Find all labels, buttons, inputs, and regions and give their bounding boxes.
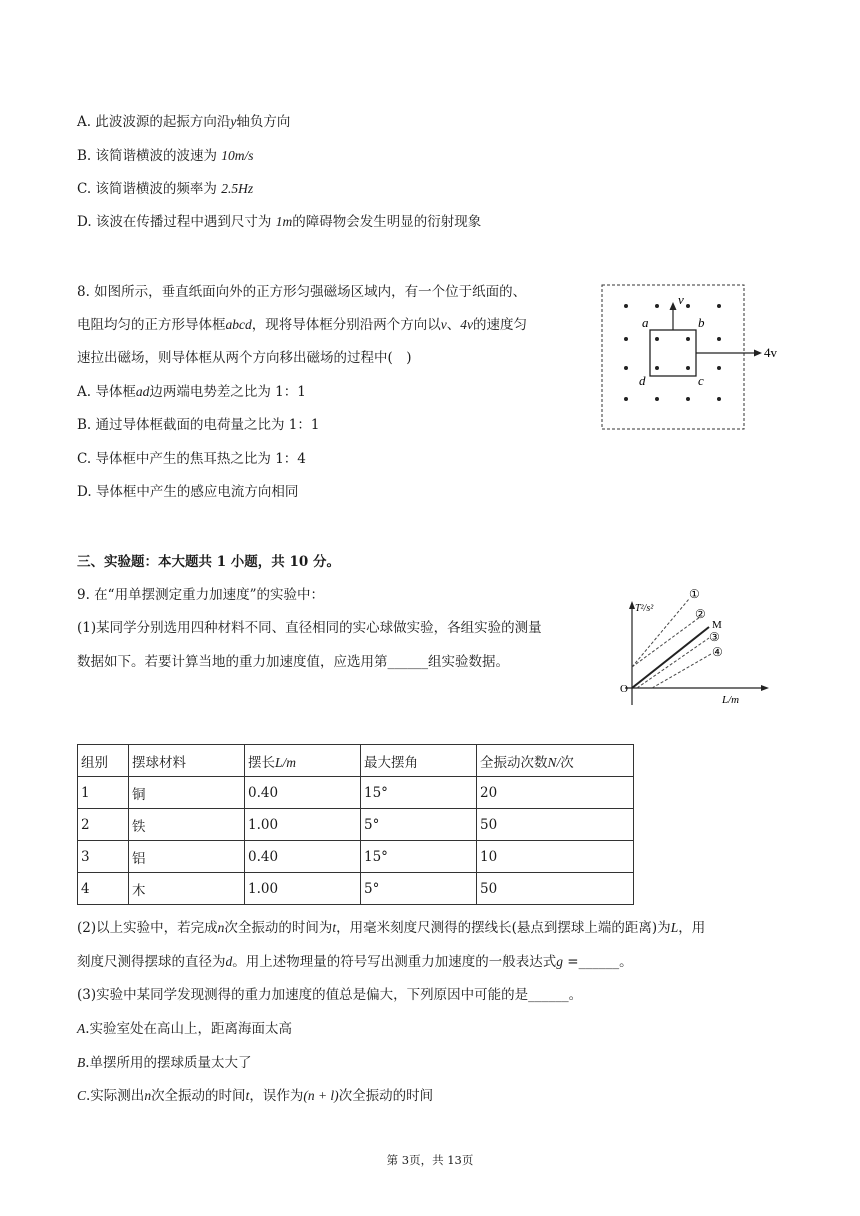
q7-option-a-math: y — [230, 114, 237, 129]
q9-part2-l1-c: ，用毫米刻度尺测得的摆线长(悬点到摆球上端的距离)为 — [336, 920, 671, 936]
table-row — [78, 777, 634, 809]
header-count-text: 全振动次数 — [480, 754, 548, 771]
q9-part2-math-n: n — [217, 920, 225, 935]
q7-option-d-text: D. 该波在传播过程中遇到尺寸为 — [77, 214, 276, 230]
q8-stem-sep: 、 — [446, 317, 461, 333]
label-d: d — [639, 373, 646, 388]
table-cell: 15° — [361, 841, 477, 873]
q9-option-c-letter: C — [77, 1088, 87, 1103]
q9-part2-l2-a: 刻度尺测得摆球的直径为 — [77, 954, 226, 970]
table-cell: 0.40 — [245, 841, 361, 873]
header-count-unit: N/ — [547, 754, 561, 770]
q8-stem-math-v: v — [440, 317, 447, 332]
table-cell: 50 — [477, 809, 634, 841]
header-length-unit: L/m — [275, 754, 297, 770]
header-count — [477, 745, 634, 777]
arrow-right-head — [754, 350, 762, 357]
q9-part2-math-g: g — [556, 954, 563, 969]
q8-option-a-text: A. 导体框 — [77, 384, 136, 400]
line-m — [632, 627, 709, 688]
table-cell: 50 — [477, 873, 634, 905]
x-axis-arrow — [761, 685, 769, 691]
q9-part2-line2 — [77, 952, 633, 972]
table-row — [78, 841, 634, 873]
q7-option-c-text: C. 该简谐横波的频率为 — [77, 181, 222, 197]
q7-option-b — [77, 146, 254, 166]
label-circle-4: ④ — [712, 645, 723, 659]
q9-part2-l2-b: 。用上述物理量的符号写出测重力加速度的一般表达式 — [232, 954, 557, 970]
q9-option-b-text: .单摆所用的摆球质量太大了 — [85, 1055, 252, 1071]
q9-option-b — [77, 1053, 252, 1073]
table-cell: 2 — [78, 809, 129, 841]
label-c: c — [698, 373, 704, 388]
header-material: 摆球材料 — [129, 745, 245, 777]
header-group: 组别 — [78, 745, 129, 777]
table-cell: 铁 — [129, 809, 245, 841]
q9-part2-l2-c: =______。 — [563, 954, 633, 970]
q9-part2-l1-a: (2)以上实验中，若完成 — [77, 920, 218, 936]
q7-option-b-text: B. 该简谐横波的波速为 — [77, 148, 222, 164]
q9-part2-line1 — [77, 918, 705, 938]
q9-option-c-a: .实际测出 — [86, 1088, 145, 1104]
q9-option-c-math-n1: (n + l) — [303, 1088, 339, 1103]
label-b: b — [698, 315, 705, 330]
header-max-angle: 最大摆角 — [361, 745, 477, 777]
q9-option-a-letter: A — [77, 1021, 86, 1036]
table-row — [78, 873, 634, 905]
table-cell: 10 — [477, 841, 634, 873]
q9-part2-math-t: t — [332, 920, 337, 935]
q8-option-a-tail: 边两端电势差之比为 1：1 — [149, 384, 306, 400]
section-3-heading: 三、实验题：本大题共 1 小题，共 10 分。 — [77, 554, 340, 570]
table-cell: 20 — [477, 777, 634, 809]
q8-option-c: C. 导体框中产生的焦耳热之比为 1：4 — [77, 451, 306, 467]
table-cell: 4 — [78, 873, 129, 905]
table-cell: 1.00 — [245, 809, 361, 841]
table-cell: 5° — [361, 809, 477, 841]
x-axis-label: L/m — [722, 694, 740, 706]
table-cell: 1 — [78, 777, 129, 809]
label-circle-1: ① — [689, 587, 700, 601]
q9-option-c-b: 次全振动的时间 — [151, 1088, 246, 1104]
q7-option-a-text: A. 此波波源的起振方向沿 — [77, 114, 231, 130]
table-cell: 木 — [129, 873, 245, 905]
q8-option-a — [77, 382, 306, 402]
table-header-row — [78, 745, 634, 777]
q9-option-a — [77, 1019, 292, 1039]
q8-stem-line1: 8. 如图所示，垂直纸面向外的正方形匀强磁场区域内，有一个位于纸面的、 — [77, 284, 527, 300]
q9-option-a-text: .实验室处在高山上，距离海面太高 — [85, 1021, 293, 1037]
q9-part1-line2: 数据如下。若要计算当地的重力加速度值，应选用第______组实验数据。 — [77, 654, 509, 670]
q8-option-b: B. 通过导体框截面的电荷量之比为 1：1 — [77, 417, 320, 433]
q9-stem: 9. 在“用单摆测定重力加速度”的实验中： — [77, 587, 324, 603]
q9-part2-math-d: d — [225, 954, 233, 969]
q8-stem-line3: 速拉出磁场，则导体框从两个方向移出磁场的过程中( ) — [77, 350, 412, 366]
q8-stem-math-4v: 4v — [460, 317, 473, 332]
q7-option-a — [77, 112, 290, 132]
label-circle-2: ② — [695, 607, 706, 621]
q7-option-d — [77, 212, 481, 232]
q8-stem-line2-b: ，现将导体框分别沿两个方向以 — [251, 317, 441, 333]
q9-option-c-math-t: t — [245, 1088, 250, 1103]
q9-option-b-letter: B — [77, 1055, 86, 1070]
origin-label: O — [620, 683, 628, 695]
q9-option-c-c: ，误作为 — [249, 1088, 304, 1104]
header-length-text: 摆长 — [248, 754, 275, 771]
q9-t2-l-graph — [615, 585, 785, 710]
q9-part2-l1-b: 次全振动的时间为 — [224, 920, 333, 936]
q8-stem-line2 — [77, 315, 527, 335]
q7-option-c — [77, 179, 253, 199]
line-4 — [652, 654, 711, 688]
q9-part2-math-l: L — [670, 920, 679, 935]
page-footer: 第 3页，共 13页 — [386, 1153, 474, 1167]
line-3 — [637, 638, 709, 688]
table-cell: 3 — [78, 841, 129, 873]
table-cell: 5° — [361, 873, 477, 905]
q8-magnetic-field-figure — [596, 282, 786, 432]
table-cell: 15° — [361, 777, 477, 809]
q7-option-d-math: 1m — [275, 214, 293, 229]
table-cell: 铝 — [129, 841, 245, 873]
label-circle-3: ③ — [709, 630, 720, 644]
q8-option-d: D. 导体框中产生的感应电流方向相同 — [77, 484, 299, 500]
q9-option-c-d: 次全振动的时间 — [338, 1088, 434, 1104]
header-length — [245, 745, 361, 777]
q8-stem-line2-a: 电阻均匀的正方形导体框 — [77, 317, 226, 333]
q7-option-c-math: 2.5Hz — [221, 181, 254, 196]
q9-option-c-math-n: n — [144, 1088, 152, 1103]
q7-option-b-math: 10m/s — [221, 148, 254, 163]
label-v: v — [678, 292, 684, 307]
table-cell: 铜 — [129, 777, 245, 809]
table-cell: 0.40 — [245, 777, 361, 809]
q9-data-table — [77, 744, 634, 905]
q8-stem-math-abcd: abcd — [225, 317, 252, 332]
label-a: a — [642, 315, 649, 330]
label-m: M — [712, 619, 722, 631]
q9-part1-line1: (1)某同学分别选用四种材料不同、直径相同的实心球做实验，各组实验的测量 — [77, 620, 542, 636]
header-count-suffix: 次 — [560, 754, 574, 771]
label-4v: 4v — [764, 345, 777, 360]
q8-stem-line2-c: 的速度匀 — [473, 317, 527, 333]
q9-part2-l1-d: ，用 — [678, 920, 706, 936]
q9-option-c — [77, 1086, 433, 1106]
table-row — [78, 809, 634, 841]
q9-part3: (3)实验中某同学发现测得的重力加速度的值总是偏大，下列原因中可能的是______。 — [77, 987, 583, 1003]
y-axis-label: T²/s² — [635, 603, 654, 614]
q7-option-a-tail: 轴负方向 — [236, 114, 291, 130]
arrow-up-head — [670, 302, 677, 310]
q7-option-d-tail: 的障碍物会发生明显的衍射现象 — [292, 214, 482, 230]
table-cell: 1.00 — [245, 873, 361, 905]
q8-option-a-math: ad — [135, 384, 150, 399]
